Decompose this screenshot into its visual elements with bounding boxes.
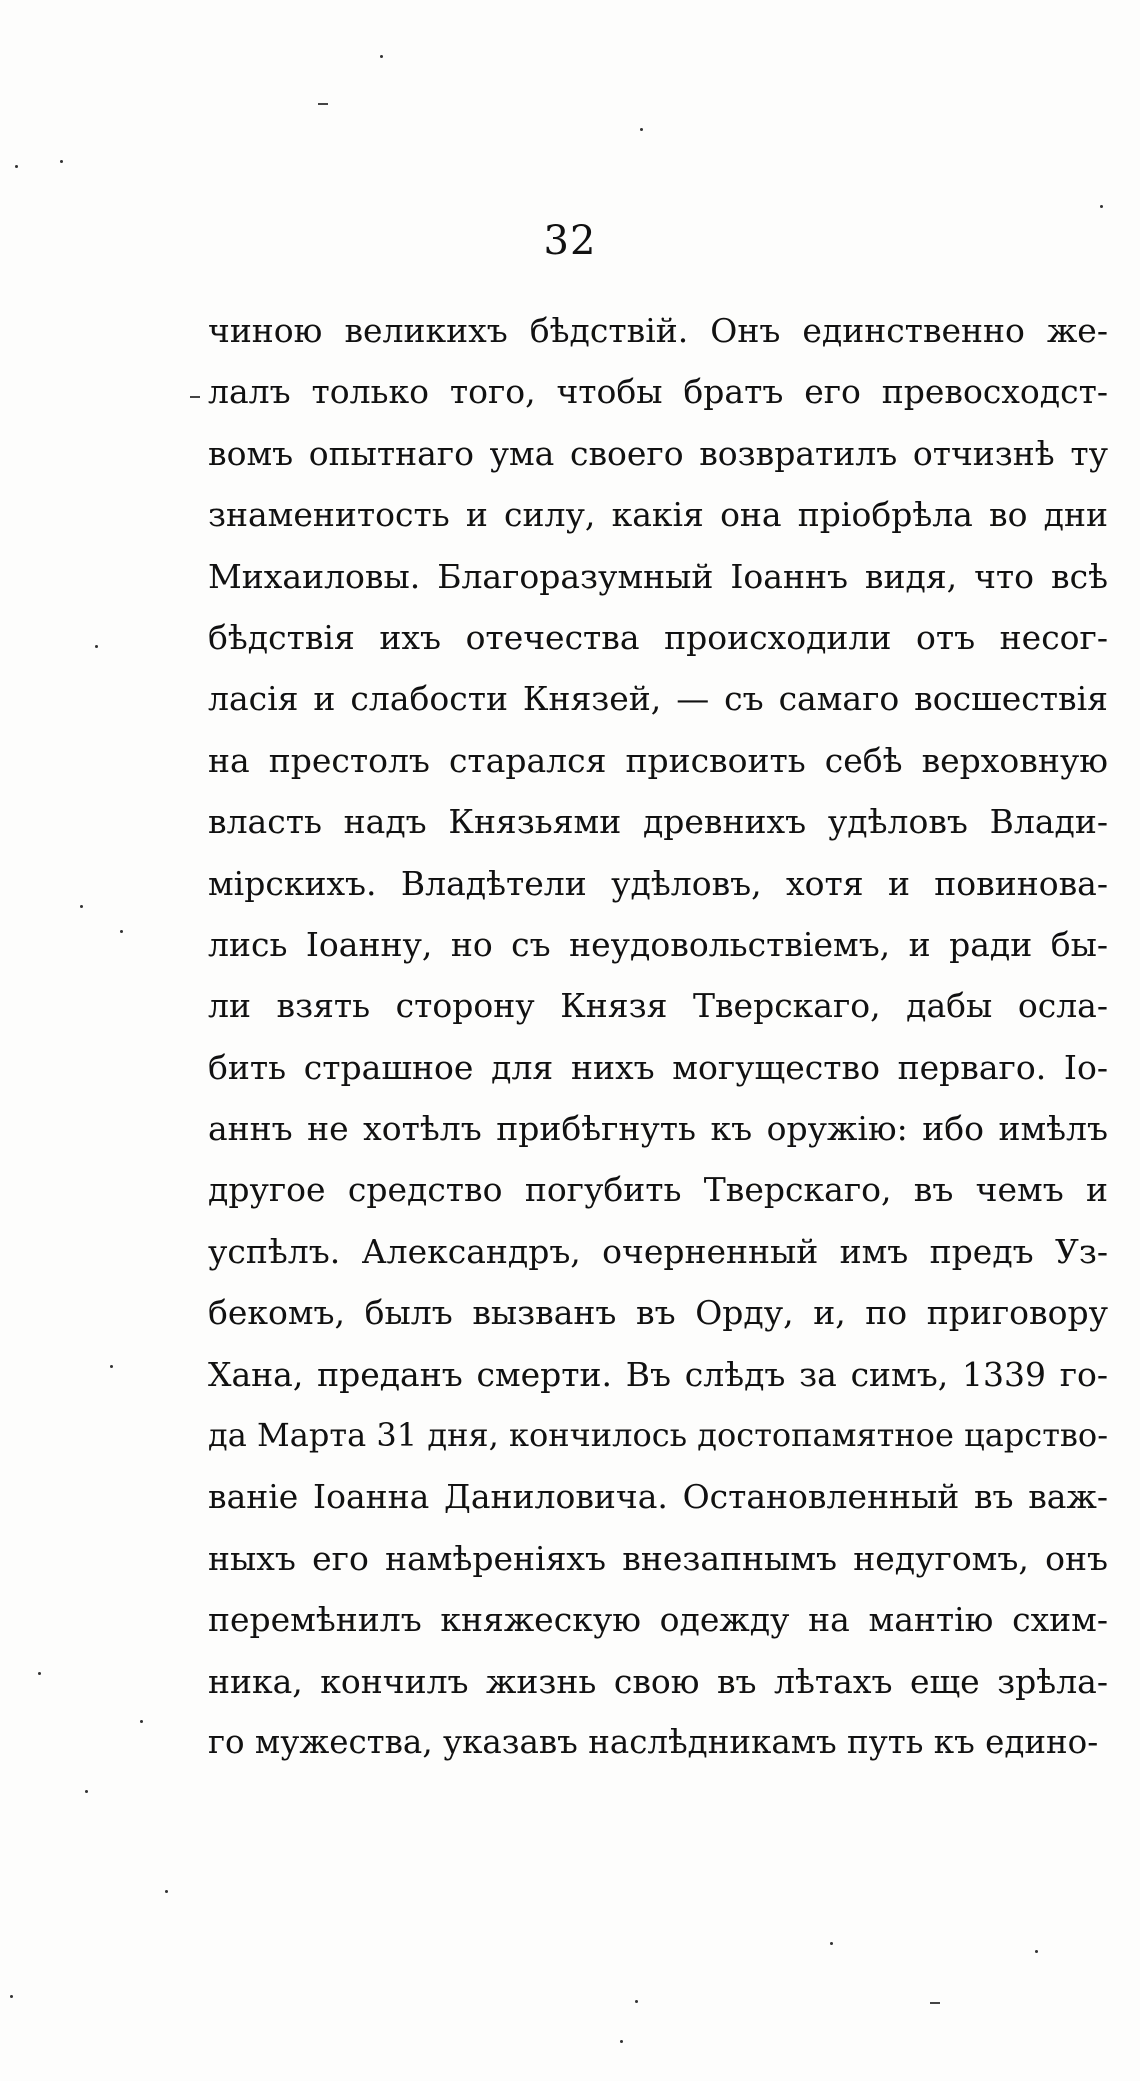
text-line: знаменитость и силу, какія она пріобрѣла во дни <box>208 495 1108 535</box>
text-line: бекомъ, былъ вызванъ въ Орду, и, по приговору <box>208 1293 1108 1333</box>
scan-mark <box>190 396 200 398</box>
text-line: го мужества, указавъ наслѣдникамъ путь къ едино- <box>208 1722 1099 1761</box>
text-line: ваніе Іоанна Даниловича. Остановленный въ важ- <box>208 1477 1108 1517</box>
page-number: 32 <box>543 218 597 264</box>
scan-speck <box>620 2040 623 2043</box>
text-line: ника, кончилъ жизнь свою въ лѣтахъ еще зрѣла- <box>208 1661 1108 1701</box>
scan-speck <box>38 1672 41 1675</box>
text-line: другое средство погубить Тверскаго, въ чемъ и <box>208 1170 1108 1210</box>
scan-speck <box>640 128 643 131</box>
scan-speck <box>95 645 98 648</box>
scan-speck <box>635 2000 638 2003</box>
scan-speck <box>85 1790 88 1793</box>
text-line: власть надъ Князьями древнихъ удѣловъ Влади- <box>208 802 1108 842</box>
body-text <box>208 300 1108 1773</box>
text-line: Михаиловы. Благоразумный Іоаннъ видя, что всѣ <box>208 556 1108 596</box>
scan-speck <box>830 1942 833 1945</box>
scan-mark <box>930 2002 940 2004</box>
text-line: бить страшное для нихъ могущество перваго. Іо- <box>208 1047 1108 1087</box>
scan-speck <box>1100 205 1103 208</box>
text-line: лалъ только того, чтобы братъ его превосходст- <box>208 372 1108 412</box>
scan-speck <box>120 930 123 933</box>
scan-speck <box>110 1365 113 1368</box>
scan-speck <box>380 55 383 58</box>
scan-speck <box>165 1890 168 1893</box>
text-line: ласія и слабости Князей, — съ самаго восшествія <box>208 679 1108 719</box>
scan-mark <box>318 103 328 105</box>
text-line: ли взять сторону Князя Тверскаго, дабы осла- <box>208 986 1108 1026</box>
text-line: ныхъ его намѣреніяхъ внезапнымъ недугомъ, онъ <box>208 1538 1108 1578</box>
text-line: успѣлъ. Александръ, очерненный имъ предъ Уз- <box>208 1231 1108 1271</box>
text-line: чиною великихъ бѣдствій. Онъ единственно же- <box>208 311 1108 350</box>
text-line: Хана, преданъ смерти. Въ слѣдъ за симъ, 1339 го- <box>208 1354 1108 1394</box>
scan-speck <box>140 1720 143 1723</box>
text-line: лись Іоанну, но съ неудовольствіемъ, и ради бы- <box>208 924 1108 964</box>
text-line: мірскихъ. Владѣтели удѣловъ, хотя и повинова- <box>208 863 1108 903</box>
scan-speck <box>10 1995 13 1998</box>
text-line: на престолъ старался присвоить себѣ верховную <box>208 740 1108 780</box>
scan-speck <box>60 160 63 163</box>
scan-speck <box>80 905 83 908</box>
text-line: бѣдствія ихъ отечества происходили отъ несог- <box>208 617 1108 657</box>
scan-speck <box>15 165 18 168</box>
text-line: да Марта 31 дня, кончилось достопамятное царство- <box>208 1416 1108 1455</box>
text-line: перемѣнилъ княжескую одежду на мантію схим- <box>208 1600 1108 1640</box>
text-line: аннъ не хотѣлъ прибѣгнуть къ оружію: ибо имѣлъ <box>208 1109 1108 1149</box>
text-line: вомъ опытнаго ума своего возвратилъ отчизнѣ ту <box>208 433 1108 473</box>
scan-speck <box>1035 1950 1038 1953</box>
